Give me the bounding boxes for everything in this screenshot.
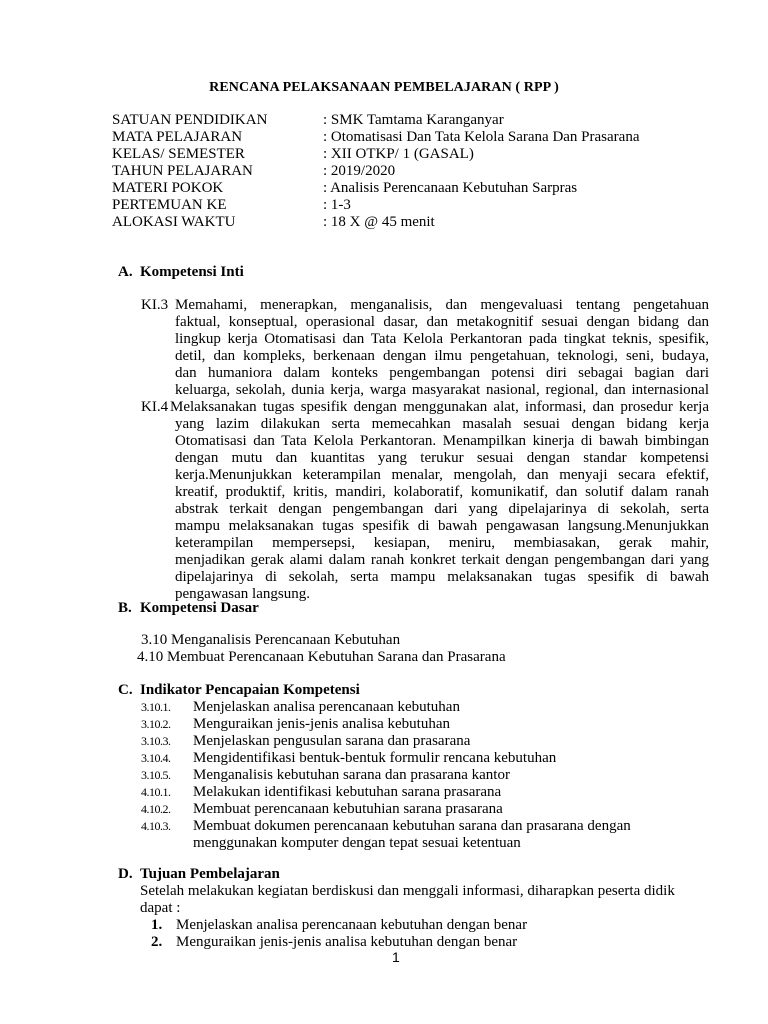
- ki3-line: Memahami, menerapkan, menganalisis, dan mengevaluasi tentang pengetahuan: [175, 297, 709, 313]
- ki3-line: keluarga, sekolah, dunia kerja, warga masyarakat nasional, regional, dan internasional: [175, 382, 709, 398]
- tujuan-intro-continuation: dapat :: [140, 900, 181, 916]
- ki4-line: yang lazim dilakukan serta memecahkan masalah sesuai dengan bidang kerja: [175, 416, 709, 432]
- indicator-number: 3.10.1.: [141, 700, 171, 714]
- indicator-number: 4.10.3.: [141, 819, 171, 833]
- ki4-line: keterampilan mempersepsi, kesiapan, meniru, membiasakan, gerak mahir,: [175, 535, 709, 551]
- section-a-title: Kompetensi Inti: [140, 264, 244, 280]
- tujuan-number: 2.: [151, 934, 163, 950]
- indicator-number: 4.10.1.: [141, 785, 171, 799]
- indicator-number: 3.10.5.: [141, 768, 171, 782]
- ki4-line: dipelajarinya di sekolah, serta mampu melaksanakan tugas spesifik di bawah: [175, 569, 709, 585]
- ki4-line: menjadikan gerak alami dalam ranah konkret terkait dengan pengembangan dari yang: [175, 552, 709, 568]
- ki3-line: dan humaniora dalam konteks pengembangan potensi diri sebagai bagian dari: [175, 365, 709, 381]
- indicator-text: Menjelaskan pengusulan sarana dan prasarana: [193, 733, 471, 749]
- identity-value: : 18 X @ 45 menit: [323, 214, 435, 230]
- section-d-letter: D.: [118, 866, 133, 882]
- ki3-code: KI.3: [141, 297, 169, 313]
- section-b-title: Kompetensi Dasar: [140, 600, 259, 616]
- identity-value: : XII OTKP/ 1 (GASAL): [323, 146, 474, 162]
- ki4-line: kreatif, produktif, kritis, mandiri, kolaboratif, komunikatif, dan solutif dalam ranah: [175, 484, 709, 500]
- ki4-line: pengawasan langsung.: [175, 586, 310, 602]
- ki4-line: Otomatisasi dan Tata Kelola Perkantoran. Menampilkan kinerja di bawah bimbingan: [175, 433, 709, 449]
- ki3-line: lingkup kerja Otomatisasi dan Tata Kelola Perkantoran pada tingkat teknis, spesifik,: [175, 331, 709, 347]
- tujuan-intro: Setelah melakukan kegiatan berdiskusi dan menggali informasi, diharapkan peserta didik: [140, 883, 675, 899]
- page-number: 1: [392, 949, 400, 965]
- section-c-title: Indikator Pencapaian Kompetensi: [140, 682, 360, 698]
- identity-label: SATUAN PENDIDIKAN: [112, 112, 268, 128]
- indicator-text: Menguraikan jenis-jenis analisa kebutuhan: [193, 716, 451, 732]
- indicator-text: Menganalisis kebutuhan sarana dan prasarana kantor: [193, 767, 510, 783]
- ki4-line: dengan mutu dan kuantitas yang terukur sesuai dengan standar kompetensi: [175, 450, 709, 466]
- indicator-number: 3.10.2.: [141, 717, 171, 731]
- identity-value: : 2019/2020: [323, 163, 396, 179]
- identity-label: TAHUN PELAJARAN: [112, 163, 253, 179]
- section-a-letter: A.: [118, 264, 133, 280]
- page-title: RENCANA PELAKSANAAN PEMBELAJARAN ( RPP ): [209, 80, 559, 95]
- ki3-line: detil, dan kompleks, berkenaan dengan ilmu pengetahuan, teknologi, seni, budaya,: [175, 348, 709, 364]
- ki4-line: mampu melaksanakan tugas spesifik di bawah pengawasan langsung.Menunjukkan: [175, 518, 709, 534]
- indicator-number: 3.10.3.: [141, 734, 171, 748]
- tujuan-text: Menguraikan jenis-jenis analisa kebutuhan dengan benar: [176, 934, 518, 950]
- identity-label: ALOKASI WAKTU: [112, 214, 236, 230]
- identity-label: KELAS/ SEMESTER: [112, 146, 245, 162]
- indicator-text: Menjelaskan analisa perencanaan kebutuhan: [193, 699, 460, 715]
- tujuan-number: 1.: [151, 917, 163, 933]
- identity-value: : SMK Tamtama Karanganyar: [323, 112, 504, 128]
- ki4-line: Melaksanakan tugas spesifik dengan menggunakan alat, informasi, dan prosedur kerja: [170, 399, 709, 415]
- kd-item: 3.10 Menganalisis Perencanaan Kebutuhan: [141, 632, 401, 648]
- section-c-letter: C.: [118, 682, 133, 698]
- indicator-text: Melakukan identifikasi kebutuhan sarana prasarana: [193, 784, 502, 800]
- section-d-title: Tujuan Pembelajaran: [140, 866, 280, 882]
- indicator-number: 3.10.4.: [141, 751, 171, 765]
- indicator-number: 4.10.2.: [141, 802, 171, 816]
- indicator-text: Membuat dokumen perencanaan kebutuhan sarana dan prasarana dengan: [193, 818, 631, 834]
- kd-item: 4.10 Membuat Perencanaan Kebutuhan Sarana dan Prasarana: [137, 649, 506, 665]
- identity-label: MATERI POKOK: [112, 180, 224, 196]
- identity-value: : 1-3: [323, 197, 351, 213]
- identity-value: : Analisis Perencanaan Kebutuhan Sarpras: [323, 180, 578, 196]
- identity-value: : Otomatisasi Dan Tata Kelola Sarana Dan Prasarana: [323, 129, 640, 145]
- ki4-code: KI.4: [141, 399, 169, 415]
- ki3-line: faktual, konseptual, operasional dasar, dan metakognitif sesuai dengan bidang dan: [175, 314, 709, 330]
- identity-label: PERTEMUAN KE: [112, 197, 227, 213]
- ki4-line: abstrak terkait dengan pengembangan dari yang dipelajarinya di sekolah, serta: [175, 501, 709, 517]
- indicator-text: Membuat perencanaan kebutuhian sarana prasarana: [193, 801, 503, 817]
- indicator-text-continuation: menggunakan komputer dengan tepat sesuai ketentuan: [193, 835, 521, 851]
- section-b-letter: B.: [118, 600, 132, 616]
- indicator-text: Mengidentifikasi bentuk-bentuk formulir rencana kebutuhan: [193, 750, 557, 766]
- tujuan-text: Menjelaskan analisa perencanaan kebutuhan dengan benar: [176, 917, 528, 933]
- identity-label: MATA PELAJARAN: [112, 129, 243, 145]
- ki4-line: kerja.Menunjukkan keterampilan menalar, mengolah, dan menyaji secara efektif,: [175, 467, 709, 483]
